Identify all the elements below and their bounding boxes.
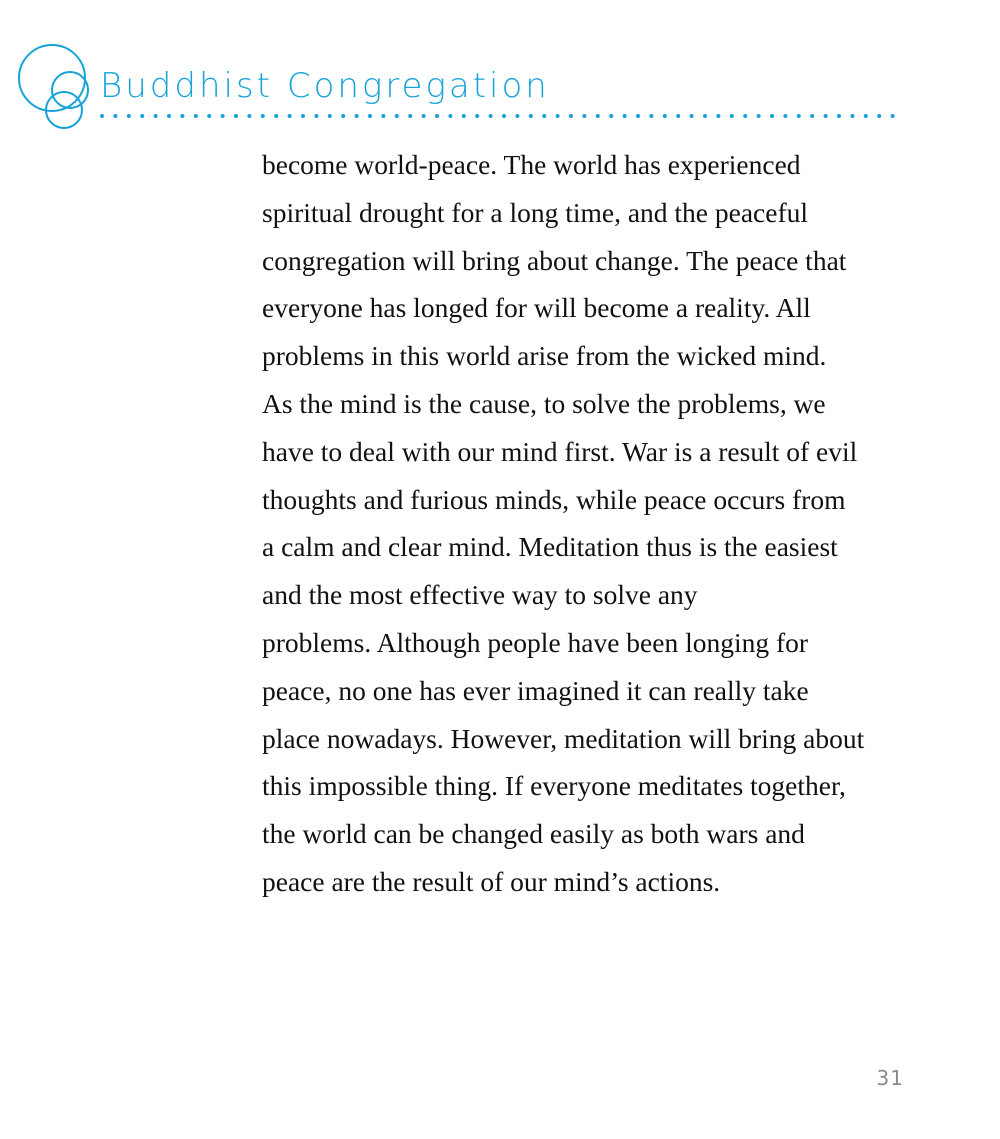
page-header: [0, 0, 1000, 140]
dotted-divider: [100, 109, 900, 123]
text-line: spiritual drought for a long time, and the peaceful: [262, 196, 809, 228]
text-line: everyone has longed for will become a reality. All: [262, 292, 811, 324]
text-line: problems. Although people have been longing for: [262, 626, 809, 658]
text-line: the world can be changed easily as both wars and: [262, 818, 805, 850]
text-line: this impossible thing. If everyone meditates together,: [262, 770, 846, 802]
text-line: As the mind is the cause, to solve the problems, we: [262, 387, 826, 419]
page-number: 31: [876, 1066, 904, 1090]
text-line: problems in this world arise from the wicked mind.: [262, 340, 827, 372]
text-line: peace are the result of our mind’s actions.: [262, 865, 721, 897]
text-line: congregation will bring about change. The peace that: [262, 244, 847, 276]
section-title: Buddhist Congregation: [100, 66, 550, 106]
text-line: place nowadays. However, meditation will bring about: [262, 722, 865, 754]
text-line: peace, no one has ever imagined it can really take: [262, 674, 809, 706]
text-line: a calm and clear mind. Meditation thus is the easiest: [262, 531, 838, 563]
text-line: and the most effective way to solve any: [262, 579, 698, 611]
text-line: thoughts and furious minds, while peace occurs from: [262, 483, 846, 515]
text-line: become world-peace. The world has experienced: [262, 149, 801, 180]
body-paragraph: [262, 141, 902, 906]
text-line: have to deal with our mind first. War is a result of evil: [262, 435, 858, 467]
overlapping-circles-icon: [14, 40, 114, 135]
